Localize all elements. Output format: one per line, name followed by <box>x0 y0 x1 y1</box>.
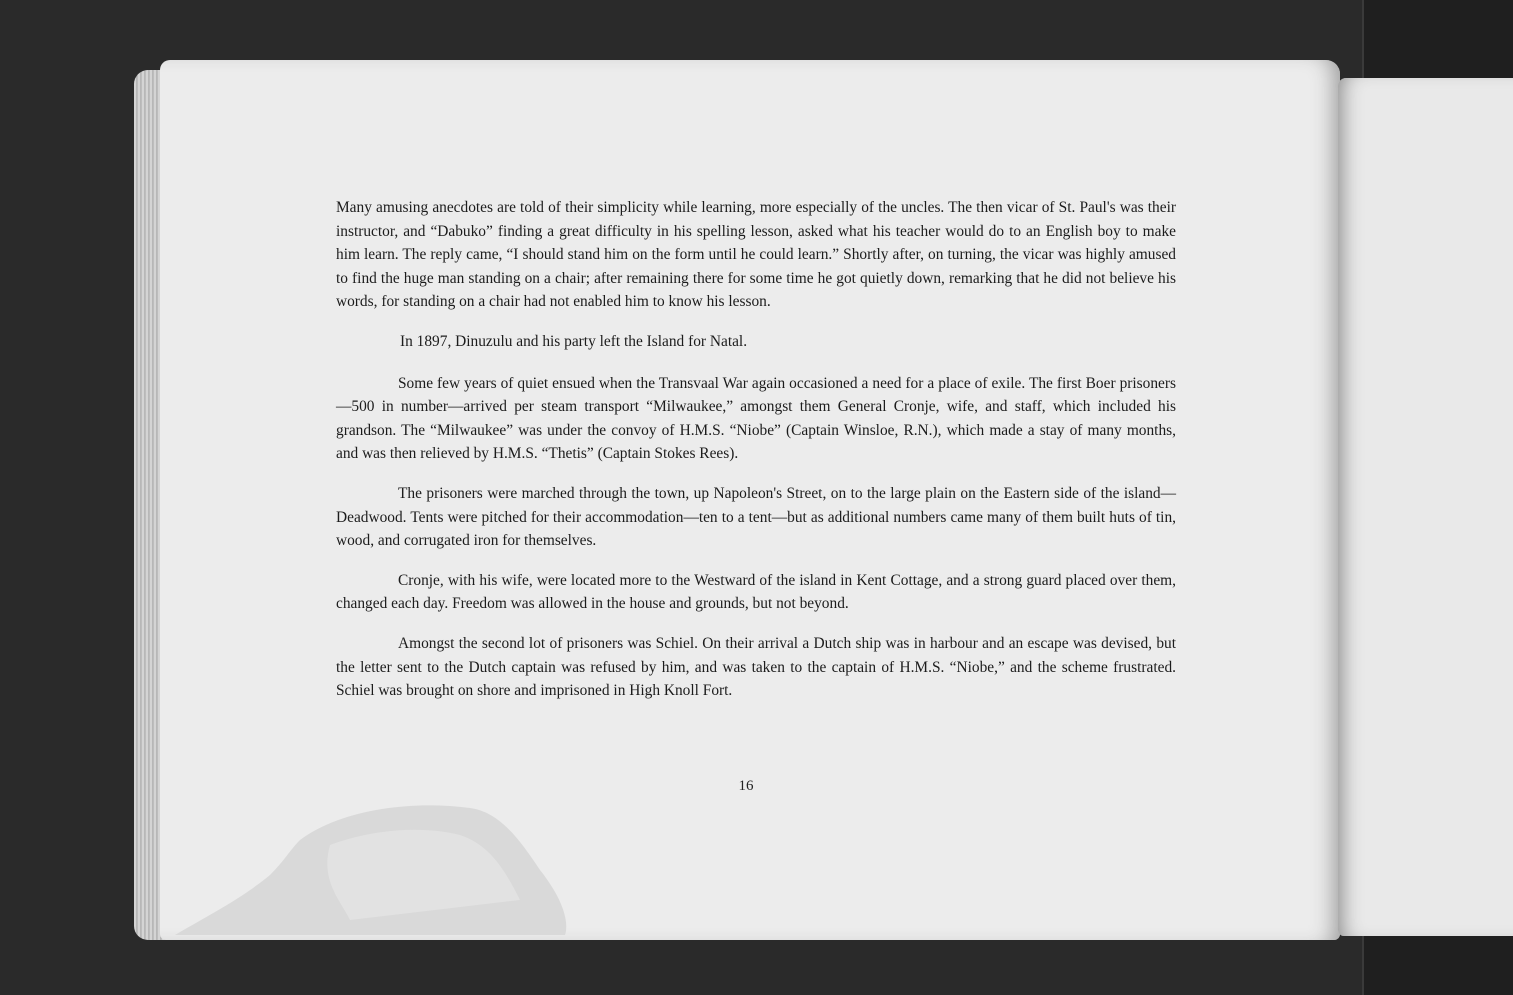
book-page-right <box>1338 78 1513 936</box>
paragraph-transvaal-war: Some few years of quiet ensued when the Transvaal War again occasioned a need for a place of exile. The first Boer prisoners—500 in number—arrived per steam transport “Milwaukee,” amongst them General Cronje, wife, and staff, which included his grandson. The “Milwaukee” was under the convoy of H.M.S. “Niobe” (Captain Winsloe, R.N.), which made a stay of many months, and was then relieved by H.M.S. “Thetis” (Captain Stokes Rees). <box>336 374 1176 463</box>
page-body-text <box>336 196 1176 719</box>
paragraph-anecdotes: Many amusing anecdotes are told of their simplicity while learning, more especially of the uncles. The then vicar of St. Paul's was their instructor, and “Dabuko” finding a great difficulty in his spelling lesson, asked what his teacher would do to an English boy to make him learn. The reply came, “I should stand him on the form until he could learn.” Shortly after, on turning, the vicar was highly amused to find the huge man standing on a chair; after remaining there for some time he got quietly down, remarking that he did not believe his words, for standing on a chair had not enabled him to know his lesson. <box>336 199 1176 311</box>
paragraph-cronje: Cronje, with his wife, were located more to the Westward of the island in Kent Cottage, and a strong guard placed over them, changed each day. Freedom was allowed in the house and grounds, but not beyond. <box>336 571 1176 613</box>
page-number: 16 <box>738 778 754 794</box>
water-stain <box>170 800 590 935</box>
paragraph-schiel: Amongst the second lot of prisoners was Schiel. On their arrival a Dutch ship was in harbour and an escape was devised, but the letter sent to the Dutch captain was refused by him, and was taken to the captain of H.M.S. “Niobe,” and the scheme frustrated. Schiel was brought on shore and imprisoned in High Knoll Fort. <box>336 634 1176 700</box>
paragraph-deadwood: The prisoners were marched through the town, up Napoleon's Street, on to the large plain on the Eastern side of the island—Deadwood. Tents were pitched for their accommodation—ten to a tent—but as additional numbers came many of them built huts of tin, wood, and corrugated iron for themselves. <box>336 484 1176 550</box>
paragraph-dinuzulu-departure: In 1897, Dinuzulu and his party left the Island for Natal. <box>400 332 748 350</box>
